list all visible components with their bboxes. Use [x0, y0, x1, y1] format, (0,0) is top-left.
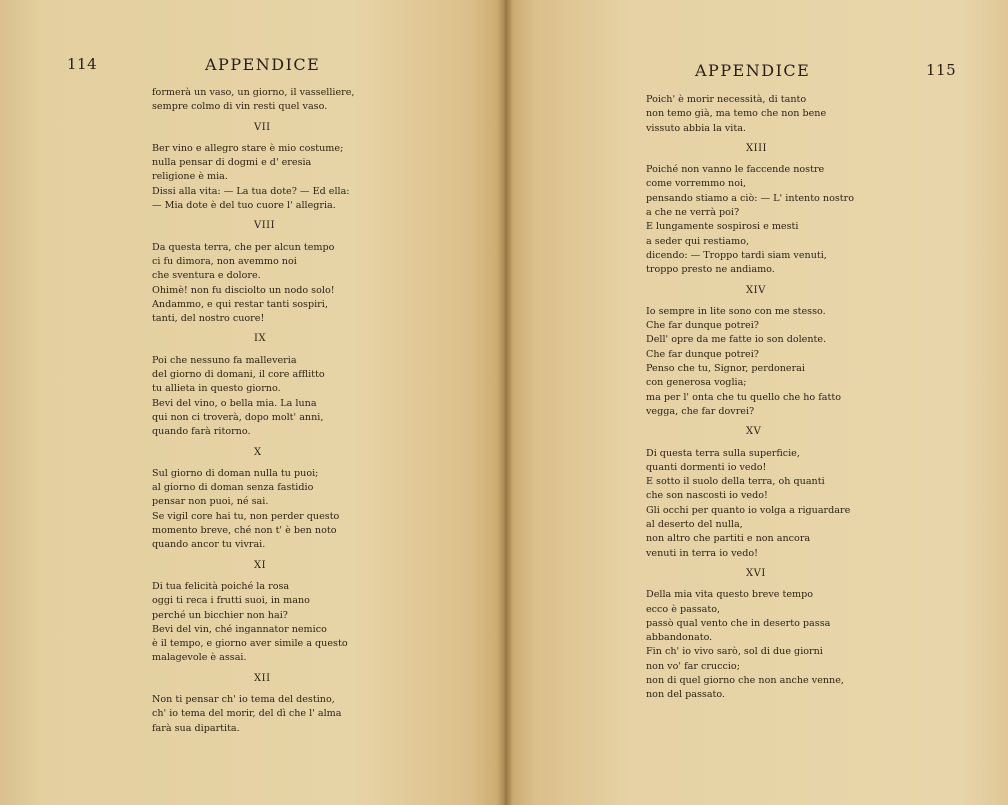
verse-line: pensar non puoi, né sai. — [152, 496, 269, 508]
stanza-number: XV — [746, 426, 762, 438]
verse-line: religione è mia. — [152, 171, 228, 183]
verse-line: oggi ti reca i frutti suoi, in mano — [152, 595, 310, 607]
verse-line: Gli occhi per quanto io volga a riguardare — [646, 504, 851, 516]
verse-line: Da questa terra, che per alcun tempo — [152, 241, 335, 253]
stanza — [152, 580, 452, 666]
verse-line: momento breve, ché non t' è ben noto — [152, 525, 337, 537]
stanza — [646, 588, 946, 702]
stanza-number: XI — [254, 559, 267, 571]
poem-text — [152, 86, 452, 736]
stanza — [646, 447, 946, 561]
verse-line: dicendo: — Troppo tardi siam venuti, — [646, 249, 827, 261]
verse-line: Penso che tu, Signor, perdonerai — [646, 363, 805, 375]
verse-line: non altro che partiti e non ancora — [646, 533, 811, 545]
verse-line: non del passato. — [646, 689, 726, 701]
opening-lines — [152, 86, 452, 115]
verse-line: non di quel giorno che non anche venne, — [646, 674, 844, 686]
poem-text — [646, 93, 946, 703]
stanza-number: XIV — [746, 284, 766, 296]
stanza — [152, 467, 452, 553]
verse-line: Che far dunque potrei? — [646, 320, 759, 332]
verse-line: quando farà ritorno. — [152, 426, 251, 438]
verse-line: è il tempo, e giorno aver simile a questo — [152, 638, 348, 650]
opening-lines — [646, 93, 946, 136]
verse-line: al deserto del nulla, — [646, 519, 743, 531]
stanza-number: VIII — [254, 220, 276, 232]
verse-line: Poich' è morir necessità, di tanto — [646, 94, 807, 105]
running-header: APPENDICE — [695, 61, 811, 80]
verse-line: perché un bicchier non hai? — [152, 609, 288, 621]
verse-line: Fin ch' io vivo sarò, sol di due giorni — [646, 646, 823, 658]
stanza — [646, 305, 946, 419]
verse-line: Se vigil core hai tu, non perder questo — [152, 510, 340, 522]
verse-line: Ohimè! non fu disciolto un nodo solo! — [152, 284, 335, 296]
verse-line: ch' io tema del morir, del dì che l' alma — [152, 708, 342, 720]
stanza — [152, 142, 452, 213]
verse-line: E lungamente sospirosi e mesti — [646, 221, 799, 233]
verse-line: qui non ci troverà, dopo molt' anni, — [152, 411, 324, 423]
verse-line: Ber vino e allegro stare è mio costume; — [152, 142, 344, 154]
verse-line: formerà un vaso, un giorno, il vasselliere, — [152, 87, 355, 98]
stanza-number: XVI — [746, 567, 766, 579]
verse-line: tanti, del nostro cuore! — [152, 313, 265, 325]
verse-line: che son nascosti io vedo! — [646, 490, 768, 502]
verse-line: abbandonato. — [646, 632, 713, 644]
verse-line: quando ancor tu vivrai. — [152, 539, 266, 551]
stanza — [152, 693, 452, 736]
right-page — [504, 0, 1008, 805]
verse-line: Sul giorno di doman nulla tu puoi; — [152, 467, 319, 479]
verse-line: troppo presto ne andiamo. — [646, 264, 775, 276]
verse-line: Non ti pensar ch' io tema del destino, — [152, 693, 335, 705]
verse-line: nulla pensar di dogmi e d' eresia — [152, 157, 312, 169]
stanza-number: X — [254, 446, 262, 458]
page-number: 114 — [67, 55, 98, 73]
verse-line: E sotto il suolo della terra, oh quanti — [646, 476, 825, 488]
verse-line: ecco è passato, — [646, 603, 721, 615]
verse-line: ci fu dimora, non avemmo noi — [152, 255, 297, 267]
verse-line: vissuto abbia la vita. — [646, 122, 746, 134]
verse-line: Di questa terra sulla superficie, — [646, 447, 800, 459]
verse-line: Poiché non vanno le faccende nostre — [646, 164, 825, 176]
stanza — [646, 163, 946, 277]
stanza — [152, 241, 452, 327]
verse-line: tu allieta in questo giorno. — [152, 383, 281, 395]
running-header: APPENDICE — [205, 55, 321, 74]
verse-line: al giorno di doman senza fastidio — [152, 482, 314, 494]
verse-line: Poi che nessuno fa malleveria — [152, 354, 297, 366]
verse-line: farà sua dipartita. — [152, 722, 240, 734]
verse-line: Bevi del vino, o bella mia. La luna — [152, 397, 317, 409]
stanza — [152, 354, 452, 440]
stanza-number: VII — [254, 121, 271, 133]
verse-line: — Mia dote è del tuo cuore l' allegria. — [152, 200, 336, 212]
verse-line: Dissi alla vita: — La tua dote? — Ed ella: — [152, 185, 350, 197]
verse-line: Dell' opre da me fatte io son dolente. — [646, 334, 827, 346]
verse-line: Bevi del vin, ché ingannator nemico — [152, 623, 327, 635]
verse-line: passò qual vento che in deserto passa — [646, 617, 831, 629]
stanza-number: XII — [254, 672, 271, 684]
verse-line: come vorremmo noi, — [646, 178, 747, 190]
verse-line: non temo già, ma temo che non bene — [646, 108, 827, 120]
verse-line: che sventura e dolore. — [152, 270, 261, 282]
verse-line: a che ne verrà poi? — [646, 207, 740, 219]
verse-line: venuti in terra io vedo! — [646, 547, 758, 559]
verse-line: pensando stiamo a ciò: — L' intento nostro — [646, 192, 854, 204]
verse-line: malagevole è assai. — [152, 652, 247, 664]
page-number: 115 — [926, 61, 957, 79]
verse-line: Io sempre in lite sono con me stesso. — [646, 305, 826, 317]
stanza-number: IX — [254, 333, 267, 345]
verse-line: Che far dunque potrei? — [646, 348, 759, 360]
verse-line: non vo' far cruccio; — [646, 660, 740, 672]
verse-line: vegga, che far dovrei? — [646, 405, 755, 417]
verse-line: sempre colmo di vin resti quel vaso. — [152, 101, 328, 113]
verse-line: con generosa voglia; — [646, 377, 747, 389]
verse-line: a seder qui restiamo, — [646, 235, 750, 247]
verse-line: del giorno di domani, il core afflitto — [152, 369, 325, 381]
verse-line: quanti dormenti io vedo! — [646, 461, 767, 473]
verse-line: Della mia vita questo breve tempo — [646, 589, 814, 601]
verse-line: ma per l' onta che tu quello che ho fatto — [646, 391, 842, 403]
verse-line: Di tua felicità poiché la rosa — [152, 580, 290, 592]
stanza-number: XIII — [746, 142, 767, 154]
verse-line: Andammo, e qui restar tanti sospiri, — [152, 298, 328, 310]
